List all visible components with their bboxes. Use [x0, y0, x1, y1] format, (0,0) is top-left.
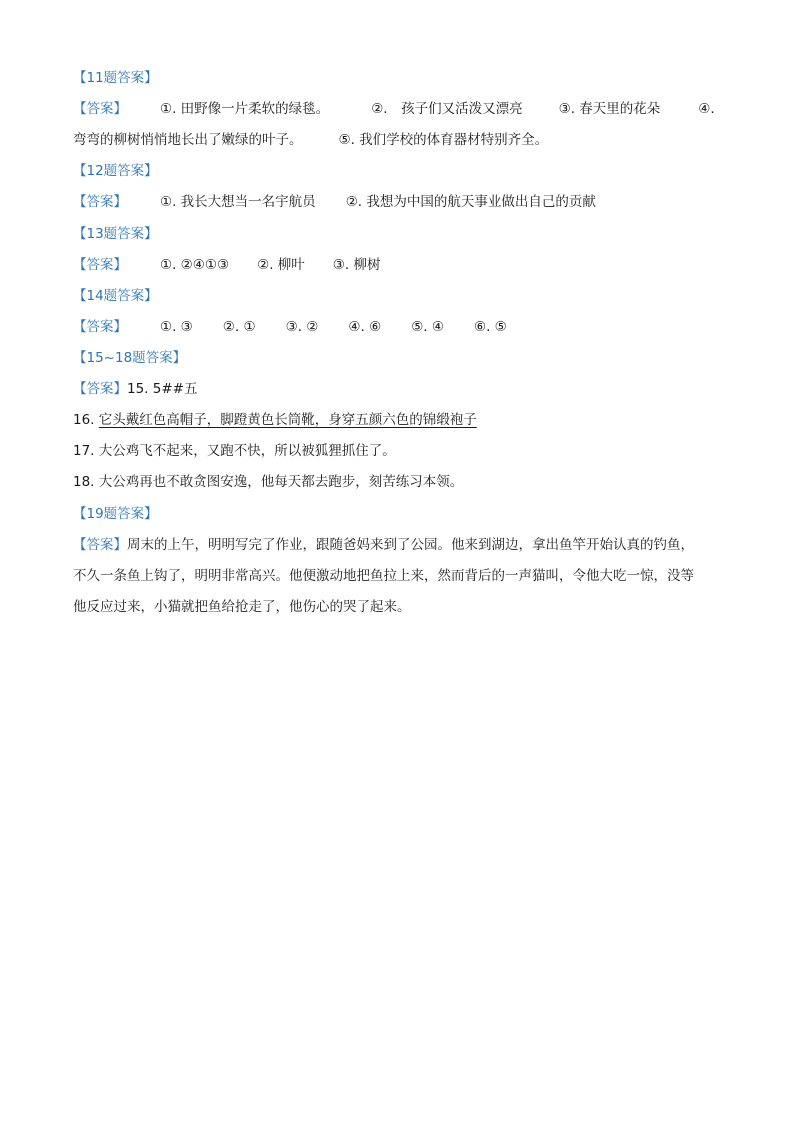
q19-answer-line-3: 他反应过来，小猫就把鱼给抢走了，他伤心的哭了起来。 [73, 599, 411, 615]
q16-answer-line [73, 411, 477, 429]
q11-answer-line-1 [73, 100, 715, 118]
answer-label: 【答案】 [73, 381, 127, 397]
q16-number: 16. [73, 412, 95, 428]
answer-label: 【答案】 [73, 319, 127, 335]
q13-item-1: ①. ②④①③ [160, 257, 230, 273]
q15-answer: 15. 5##五 [127, 381, 198, 397]
q13-answer-line [73, 256, 380, 274]
q14-item-5: ⑤. ④ [411, 319, 444, 335]
q13-item-2: ②. 柳叶 [257, 257, 305, 273]
q19-answer-line-2: 不久一条鱼上钩了，明明非常高兴。他便激动地把鱼拉上来，然而背后的一声猫叫，令他大吃一惊，没等 [73, 568, 694, 584]
q11-item-4-num: ④. [698, 101, 715, 117]
answer-label: 【答案】 [73, 101, 127, 117]
q16-answer: 它头戴红色高帽子，脚蹬黄色长筒靴，身穿五颜六色的锦缎袍子 [98, 412, 477, 428]
answer-label: 【答案】 [73, 257, 127, 273]
q17-answer: 17. 大公鸡飞不起来，又跑不快，所以被狐狸抓住了。 [73, 443, 396, 459]
q11-item-5: ⑤. 我们学校的体育器材特别齐全。 [338, 132, 549, 148]
q14-item-1: ①. ③ [160, 319, 193, 335]
q11-item-3: ③. 春天里的花朵 [558, 101, 661, 117]
q19-answer-line-1 [73, 536, 694, 554]
q13-item-3: ③. 柳树 [332, 257, 381, 273]
q19-answer-text-1: 周末的上午，明明写完了作业，跟随爸妈来到了公园。他来到湖边，拿出鱼竿开始认真的钓鱼， [127, 537, 694, 553]
q11-item-1: ①. 田野像一片柔软的绿毯。 [160, 101, 330, 117]
q12-answer-line [73, 193, 596, 211]
q11-answer-line-2 [73, 131, 548, 149]
q14-item-2: ②. ① [222, 319, 256, 335]
q14-item-4: ④. ⑥ [348, 319, 382, 335]
q14-answer-line [73, 318, 507, 336]
answer-label: 【答案】 [73, 194, 127, 210]
q15-answer-line [73, 380, 197, 398]
answer-label: 【答案】 [73, 537, 127, 553]
q11-item-4-text: 弯弯的柳树悄悄地长出了嫩绿的叶子。 [73, 132, 303, 148]
q11-item-2: ②. 孩子们又活泼又漂亮 [371, 101, 523, 117]
q14-header: 【14题答案】 [73, 288, 158, 304]
q11-header: 【11题答案】 [73, 70, 158, 86]
q18-answer: 18. 大公鸡再也不敢贪图安逸，他每天都去跑步，刻苦练习本领。 [73, 474, 464, 490]
q14-item-6: ⑥. ⑤ [473, 319, 507, 335]
q14-item-3: ③. ② [285, 319, 319, 335]
q12-item-2: ②. 我想为中国的航天事业做出自己的贡献 [345, 194, 596, 210]
q13-header: 【13题答案】 [73, 226, 158, 242]
q15-18-header: 【15~18题答案】 [73, 350, 187, 366]
q12-item-1: ①. 我长大想当一名宇航员 [160, 194, 316, 210]
q12-header: 【12题答案】 [73, 163, 158, 179]
q19-header: 【19题答案】 [73, 506, 158, 522]
